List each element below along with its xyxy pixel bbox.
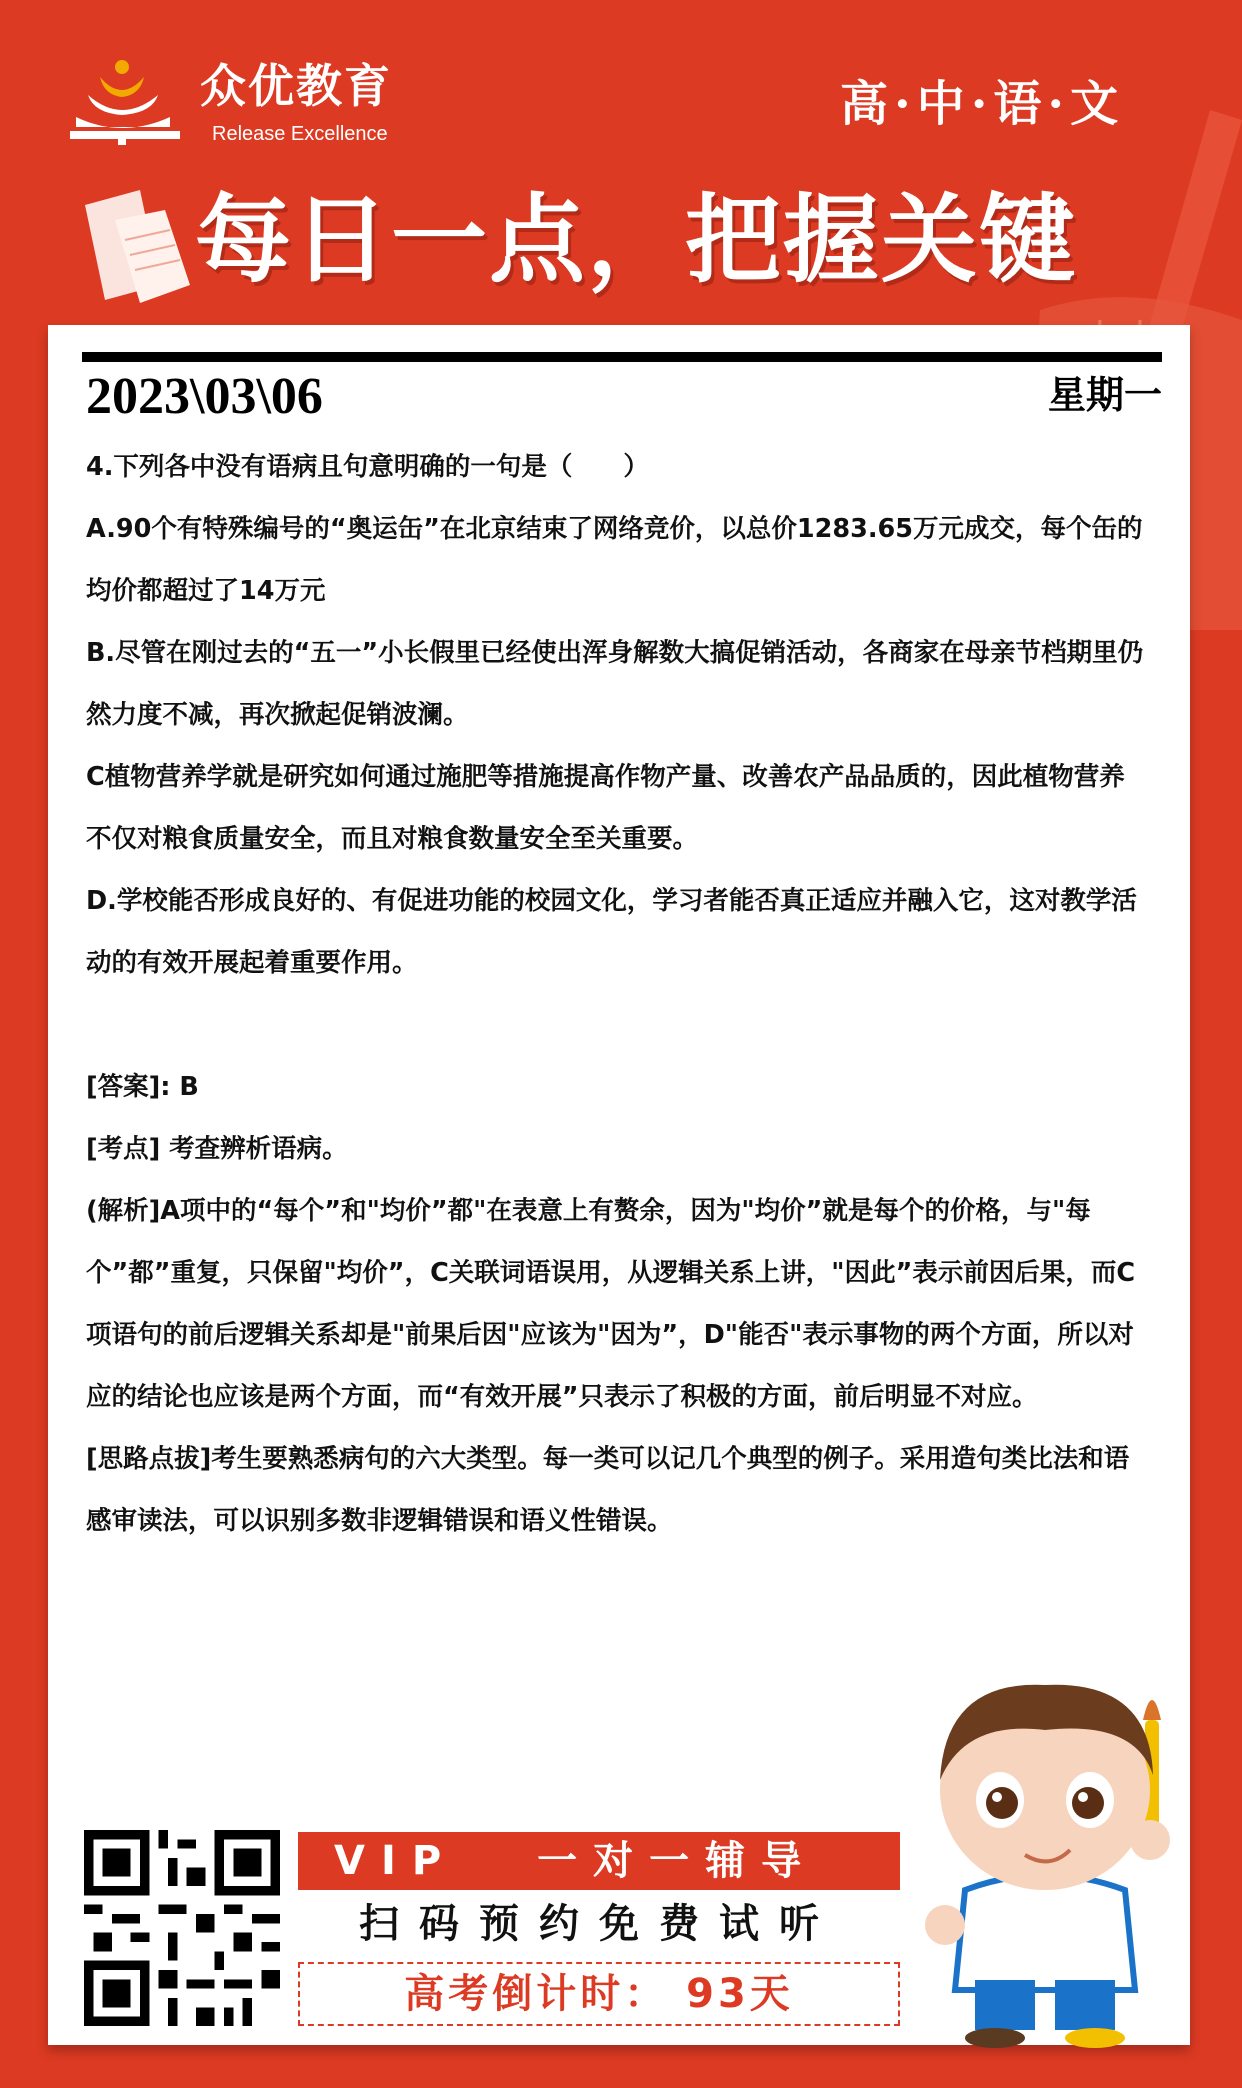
date: 2023\03\06 bbox=[86, 368, 323, 425]
option-b: B.尽管在刚过去的“五一”小长假里已经使出浑身解数大搞促销活动，各商家在母亲节档期里仍然力度不减，再次掀起促销波澜。 bbox=[86, 638, 1144, 730]
option-c: C植物营养学就是研究如何通过施肥等措施提高作物产量、改善农产品品质的，因此植物营养不仅对粮食质量安全，而且对粮食数量安全至关重要。 bbox=[86, 762, 1125, 854]
vip-label: VIP bbox=[334, 1838, 458, 1884]
weekday: 星期一 bbox=[1047, 372, 1162, 417]
subject-title: 高·中·语·文 bbox=[840, 76, 1125, 132]
vip-banner bbox=[298, 1832, 900, 1890]
question-body bbox=[86, 436, 1150, 1552]
logo-icon bbox=[70, 55, 180, 145]
divider-bar bbox=[82, 352, 1162, 362]
key-point: [考点] 考查辨析语病。 bbox=[86, 1134, 348, 1164]
brand-name: 众优教育 bbox=[200, 59, 392, 113]
scan-cta: 扫码预约免费试听 bbox=[359, 1901, 839, 1947]
question-stem: 4.下列各中没有语病且句意明确的一句是（ ） bbox=[86, 452, 649, 482]
option-a: A.90个有特殊编号的“奥运缶”在北京结束了网络竞价，以总价1283.65万元成交，每个缶的均价都超过了14万元 bbox=[86, 514, 1143, 606]
brand-slogan: Release Excellence bbox=[212, 123, 388, 145]
paper-icon bbox=[80, 185, 200, 305]
answer: [答案]: B bbox=[86, 1072, 199, 1102]
qr-code[interactable] bbox=[84, 1830, 280, 2026]
mascot-illustration bbox=[905, 1660, 1195, 2050]
tips: [思路点拔]考生要熟悉病句的六大类型。每一类可以记几个典型的例子。采用造句类比法和语感审读法，可以识别多数非逻辑错误和语义性错误。 bbox=[86, 1444, 1130, 1536]
analysis: (解析]A项中的“每个”和"均价”都"在表意上有赘余，因为"均价”就是每个的价格，与"每个”都”重复，只保留"均价”，C关联词语误用，从逻辑关系上讲，"因此”表示前因后果，而C项语句的前后逻辑关系却是"前果后因"应该为"因为”，D"能否"表示事物的两个方面，所以对应的结论也应该是两个方面，而“有效开展”只表示了积极的方面，前后明显不对应。 bbox=[86, 1196, 1136, 1412]
exam-countdown: 高考倒计时： 93天 bbox=[298, 1962, 900, 2026]
headline: 每日一点，把握关键 bbox=[195, 184, 1077, 296]
vip-service: 一对一辅导 bbox=[537, 1838, 818, 1884]
option-d: D.学校能否形成良好的、有促进功能的校园文化，学习者能否真正适应并融入它，这对教学活动的有效开展起着重要作用。 bbox=[86, 886, 1137, 978]
